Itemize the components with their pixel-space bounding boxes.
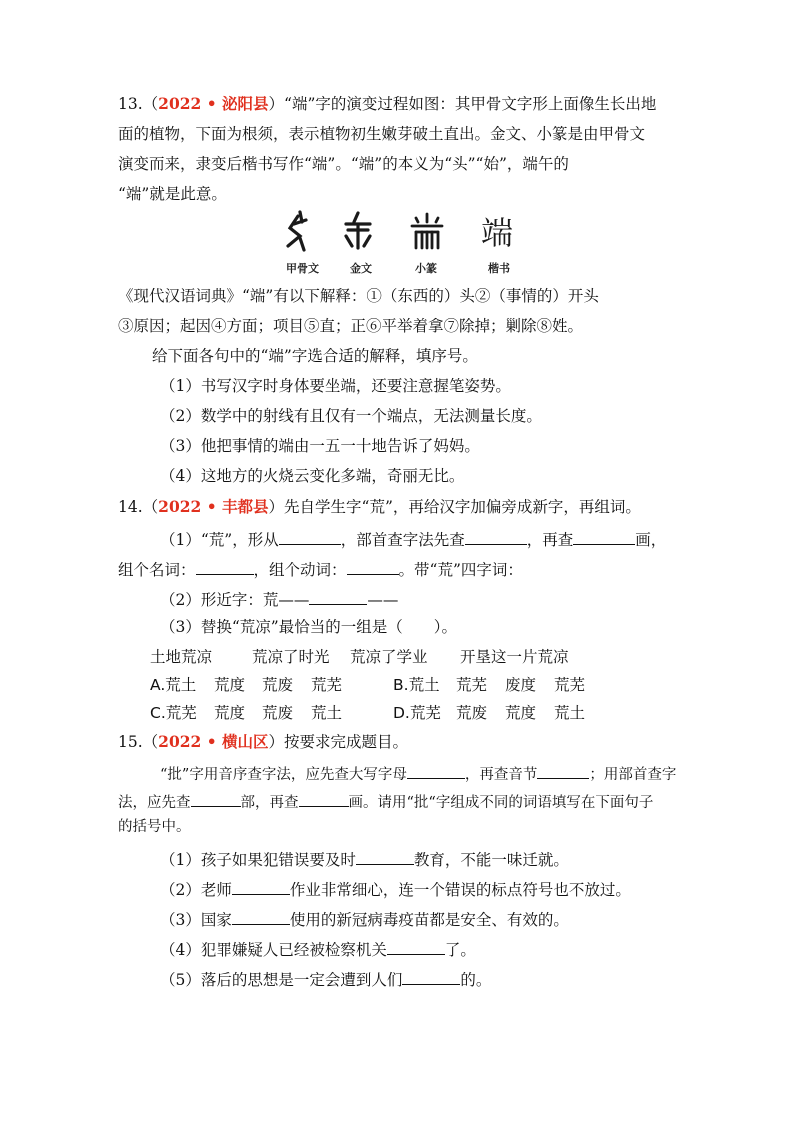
q13-item-3: （3）他把事情的端由一五一十地告诉了妈妈。 <box>160 437 480 455</box>
q13-item-1: （1）书写汉字时身体要坐端，还要注意握笔姿势。 <box>160 377 511 395</box>
q14-s2-text-a: （2）形近字：荒—— <box>160 591 310 609</box>
q14-s2-text-b: —— <box>367 591 399 609</box>
option-word: 荒度 <box>214 704 246 722</box>
answer-blank[interactable] <box>573 530 635 545</box>
option-word: 荒度 <box>214 676 246 694</box>
option-letter: A. <box>150 676 166 694</box>
q13-number: 13.（ <box>118 95 159 113</box>
glyph-label-seal: 小篆 <box>415 262 437 275</box>
answer-blank[interactable] <box>299 792 349 807</box>
q15-item-post: 教育，不能一味迁就。 <box>413 851 569 869</box>
q13-item-4: （4）这地方的火烧云变化多端，奇丽无比。 <box>160 467 465 485</box>
q13-text-4: “端”就是此意。 <box>118 185 227 203</box>
q15-p1-text-a: “批”字用音序查字法，应先查大写字母 <box>160 767 407 783</box>
q14-option-c[interactable] <box>150 706 197 722</box>
q14-sub2 <box>160 590 398 609</box>
answer-blank[interactable] <box>309 590 367 605</box>
q14-source-close: ） <box>268 498 285 516</box>
option-word: 荒土 <box>311 704 343 722</box>
small-seal-glyph <box>412 214 442 248</box>
q15-item-pre: （3）国家 <box>160 911 232 929</box>
option-letter: B. <box>393 676 409 694</box>
q14-s1-text-f: ，组个动词： <box>253 561 347 579</box>
q13-instruction: 给下面各句中的“端”字选合适的解释，填序号。 <box>152 347 478 365</box>
regular-script-glyph: 端 <box>481 214 514 252</box>
q14-sentence-2: 荒凉了时光 <box>252 648 330 666</box>
q15-number: 15.（ <box>118 733 159 751</box>
q15-source: 2022 • 横山区 <box>158 732 269 751</box>
q15-item-pre: （4）犯罪嫌疑人已经被检察机关 <box>160 941 387 959</box>
glyph-label-bronze: 金文 <box>350 262 372 275</box>
answer-blank[interactable] <box>191 792 241 807</box>
answer-blank[interactable] <box>537 764 589 779</box>
option-word: 荒芜 <box>311 676 343 694</box>
q13-source-close: ） <box>268 95 285 113</box>
q14-option-a[interactable] <box>150 678 196 694</box>
q14-s1-text-d: 画， <box>635 531 667 549</box>
q14-header <box>118 499 641 516</box>
option-word: 荒芜 <box>409 704 441 722</box>
q14-sentence-4: 开垦这一片荒凉 <box>460 648 569 666</box>
q14-title: 先自学生字“荒”，再给汉字加偏旁成新字，再组词。 <box>284 498 641 516</box>
q15-item-2 <box>160 880 631 899</box>
q15-p2-text-a: 法，应先查 <box>118 795 191 811</box>
answer-blank[interactable] <box>407 764 465 779</box>
q15-p1-text-b: ，再查音节 <box>464 767 538 783</box>
q13-text-3: 演变而来，隶变后楷书写作“端”。“端”的本义为“头”“始”，端午的 <box>118 155 569 173</box>
q15-item-post: 作业非常细心，连一个错误的标点符号也不放过。 <box>289 881 631 899</box>
bronze-glyph <box>346 213 370 248</box>
answer-blank[interactable] <box>232 880 290 895</box>
q14-source: 2022 • 丰都县 <box>158 497 269 516</box>
q14-s1-text-a: （1）“荒”，形从 <box>160 531 279 549</box>
q14-s1-text-g: 。带“荒”四字词： <box>398 561 523 579</box>
q15-item-1 <box>160 850 569 869</box>
q15-item-pre: （5）落后的思想是一定会遭到人们 <box>160 971 403 989</box>
answer-blank[interactable] <box>402 970 460 985</box>
q15-p2-text-c: 画。请用“批“字组成不同的词语填写在下面句子 <box>348 795 654 811</box>
q14-sub1-line1 <box>160 530 666 549</box>
answer-blank[interactable] <box>465 530 527 545</box>
option-word: 荒芜 <box>456 676 488 694</box>
option-letter: C. <box>150 704 166 722</box>
q15-item-pre: （2）老师 <box>160 881 232 899</box>
answer-blank[interactable] <box>356 850 414 865</box>
answer-blank[interactable] <box>196 560 254 575</box>
option-word: 荒芜 <box>554 676 586 694</box>
q13-text-2: 面的植物，下面为根须，表示植物初生嫩芽破土直出。金文、小篆是由甲骨文 <box>118 125 646 143</box>
q15-title: 按要求完成题目。 <box>284 733 409 751</box>
glyph-label-regular: 楷书 <box>488 262 510 275</box>
q14-sentence-1: 土地荒凉 <box>150 648 213 666</box>
option-word: 荒土 <box>165 676 197 694</box>
q13-source: 2022 • 泌阳县 <box>158 94 269 113</box>
option-word: 废度 <box>505 676 537 694</box>
q15-header <box>118 734 408 751</box>
option-word: 荒废 <box>456 704 488 722</box>
answer-blank[interactable] <box>387 940 445 955</box>
option-word: 荒土 <box>554 704 586 722</box>
q15-para-line-1 <box>160 764 676 783</box>
q13-item-2: （2）数学中的射线有且仅有一个端点，无法测量长度。 <box>160 407 542 425</box>
answer-blank[interactable] <box>279 530 341 545</box>
q15-item-post: 使用的新冠病毒疫苗都是安全、有效的。 <box>289 911 569 929</box>
q13-text-1: “端”字的演变过程如图：其甲骨文字形上面像生长出地 <box>284 95 657 113</box>
q15-para-line-3: 的括号中。 <box>118 819 191 835</box>
q15-item-post: 的。 <box>460 971 492 989</box>
q15-item-post: 了。 <box>444 941 476 959</box>
glyph-evolution-figure <box>0 0 800 290</box>
q14-number: 14.（ <box>118 498 159 516</box>
q14-sub1-line2 <box>118 560 523 579</box>
option-word: 荒废 <box>262 704 294 722</box>
q15-p1-text-c: ；用部首查字 <box>589 767 677 783</box>
q15-para-line-2 <box>118 792 653 811</box>
q14-option-d[interactable] <box>393 706 441 722</box>
q14-sub3: （3）替换“荒凉”最恰当的一组是（ ）。 <box>160 618 457 636</box>
q15-item-3 <box>160 910 569 929</box>
option-word: 荒度 <box>505 704 537 722</box>
q13-dict-line-1: 《现代汉语词典》“端”有以下解释：①（东西的）头②（事情的）开头 <box>118 287 599 305</box>
q15-item-pre: （1）孩子如果犯错误要及时 <box>160 851 356 869</box>
option-word: 荒废 <box>262 676 294 694</box>
option-word: 荒芜 <box>165 704 197 722</box>
q14-s1-text-b: ，部首查字法先查 <box>340 531 465 549</box>
q15-source-close: ） <box>268 733 285 751</box>
option-letter: D. <box>393 704 410 722</box>
q14-sentence-3: 荒凉了学业 <box>350 648 428 666</box>
answer-blank[interactable] <box>347 560 399 575</box>
glyph-label-oracle: 甲骨文 <box>286 262 319 275</box>
q14-option-b[interactable] <box>393 678 440 694</box>
q13-dict-line-2: ③原因；起因④方面；项目⑤直；正⑥平举着拿⑦除掉；剿除⑧姓。 <box>118 317 584 335</box>
oracle-bone-glyph <box>288 212 306 250</box>
q14-s1-text-e: 组个名词： <box>118 561 196 579</box>
q15-item-4 <box>160 940 476 959</box>
option-word: 荒土 <box>408 676 440 694</box>
q15-item-5 <box>160 970 491 989</box>
q14-s1-text-c: ，再查 <box>526 531 574 549</box>
q15-p2-text-b: 部，再查 <box>240 795 299 811</box>
answer-blank[interactable] <box>232 910 290 925</box>
